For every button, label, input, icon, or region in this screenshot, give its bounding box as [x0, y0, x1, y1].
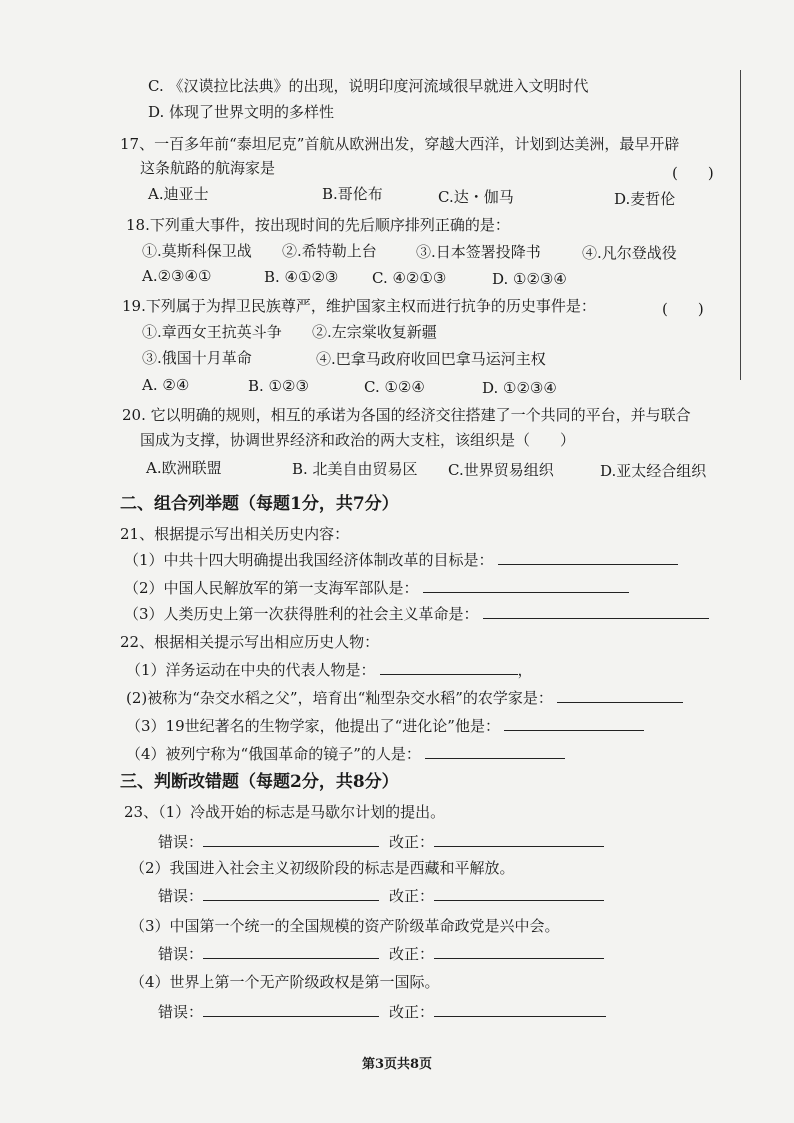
q22-stem: 22、根据相关提示写出相应历史人物： — [120, 633, 380, 651]
answer-blank[interactable] — [483, 604, 709, 619]
q17-answer-paren: ( ) — [672, 164, 714, 182]
q21-item-1: （1）中共十四大明确提出我国经济体制改革的目标是： — [124, 550, 678, 570]
q20-option-b: B. 北美自由贸易区 — [292, 460, 418, 478]
q18-event-2: ②.希特勒上台 — [282, 242, 377, 260]
q18-option-a: A.②③④① — [142, 267, 212, 285]
q19-stem: 19.下列属于为捍卫民族尊严，维护国家主权而进行抗争的历史事件是： — [122, 297, 596, 315]
q22-item-2: (2)被称为“杂交水稻之父”，培育出“籼型杂交水稻”的农学家是： — [126, 688, 683, 708]
q19-option-d: D. ①②③④ — [482, 379, 557, 397]
fix-blank[interactable] — [434, 1002, 606, 1017]
q19-option-b: B. ①②③ — [248, 377, 309, 395]
q22-item-4: （4）被列宁称为“俄国革命的镜子”的人是： — [126, 744, 565, 764]
q22-item-1: （1）洋务运动在中央的代表人物是： ， — [126, 661, 533, 679]
answer-blank[interactable] — [425, 744, 565, 759]
q18-option-c: C. ④②①③ — [372, 269, 447, 287]
q23-item-1: 23、（1）冷战开始的标志是马歇尔计划的提出。 — [124, 803, 446, 821]
q17-stem: 17、一百多年前“泰坦尼克”首航从欧洲出发，穿越大西洋，计划到达美洲，最早开辟 — [120, 135, 680, 153]
q17-option-d: D.麦哲伦 — [614, 190, 676, 208]
page-number: 第3页共8页 — [361, 1057, 433, 1072]
page-edge-line — [740, 70, 741, 380]
answer-blank[interactable] — [504, 716, 644, 731]
wrong-blank[interactable] — [203, 886, 379, 901]
section-2-heading: 二、组合列举题（每题1分，共7分） — [120, 494, 399, 514]
q19-answer-paren: ( ) — [662, 300, 704, 318]
fix-blank[interactable] — [434, 886, 604, 901]
q20-stem-cont: 国成为支撑，协调世界经济和政治的两大支柱，该组织是（ ） — [140, 431, 576, 449]
q20-option-d: D.亚太经合组织 — [600, 462, 707, 480]
wrong-blank[interactable] — [203, 1002, 379, 1017]
q19-option-a: A. ②④ — [142, 376, 190, 394]
q23-item-4: （4）世界上第一个无产阶级政权是第一国际。 — [130, 973, 440, 991]
q23-item-4-answer: 错误： 改正： — [158, 1002, 606, 1022]
q23-item-3-answer: 错误： 改正： — [158, 944, 604, 964]
fix-blank[interactable] — [434, 832, 604, 847]
q17-option-b: B.哥伦布 — [322, 185, 383, 203]
fix-blank[interactable] — [434, 944, 604, 959]
answer-blank[interactable] — [557, 688, 683, 703]
q20-option-a: A.欧洲联盟 — [146, 459, 222, 477]
q17-stem-cont: 这条航路的航海家是 — [140, 159, 276, 177]
q18-option-d: D. ①②③④ — [492, 270, 567, 288]
answer-blank[interactable] — [498, 550, 678, 565]
q19-event-4: ④.巴拿马政府收回巴拿马运河主权 — [316, 350, 546, 368]
q19-event-3: ③.俄国十月革命 — [142, 349, 252, 367]
q21-item-3: （3）人类历史上第一次获得胜利的社会主义革命是： — [124, 604, 709, 624]
q23-item-3: （3）中国第一个统一的全国规模的资产阶级革命政党是兴中会。 — [130, 917, 560, 935]
q21-stem: 21、根据提示写出相关历史内容： — [120, 525, 350, 543]
wrong-blank[interactable] — [203, 944, 379, 959]
wrong-blank[interactable] — [203, 832, 379, 847]
q21-item-2: （2）中国人民解放军的第一支海军部队是： — [124, 578, 629, 598]
q19-event-1: ①.章西女王抗英斗争 — [142, 323, 282, 341]
q17-option-c: C.达・伽马 — [438, 188, 514, 206]
q18-event-1: ①.莫斯科保卫战 — [142, 242, 252, 260]
q23-item-1-answer: 错误： 改正： — [158, 832, 604, 852]
section-3-heading: 三、判断改错题（每题2分，共8分） — [120, 772, 399, 792]
q17-option-a: A.迪亚士 — [148, 185, 209, 203]
answer-blank[interactable] — [423, 578, 629, 593]
q20-stem: 20. 它以明确的规则，相互的承诺为各国的经济交往搭建了一个共同的平台，并与联合 — [122, 406, 691, 424]
answer-blank[interactable] — [380, 660, 518, 675]
q19-option-c: C. ①②④ — [364, 378, 425, 396]
q18-event-4: ④.凡尔登战役 — [582, 244, 677, 262]
q18-stem: 18.下列重大事件，按出现时间的先后顺序排列正确的是： — [126, 216, 510, 234]
q16-option-d: D. 体现了世界文明的多样性 — [148, 103, 335, 121]
q23-item-2-answer: 错误： 改正： — [158, 886, 604, 906]
q16-option-c: C. 《汉谟拉比法典》的出现，说明印度河流域很早就进入文明时代 — [148, 77, 589, 95]
q20-option-c: C.世界贸易组织 — [448, 461, 554, 479]
q19-event-2: ②.左宗棠收复新疆 — [312, 323, 437, 341]
q22-item-3: （3）19世纪著名的生物学家，他提出了“进化论”他是： — [126, 716, 644, 736]
q18-option-b: B. ④①②③ — [264, 268, 339, 286]
q23-item-2: （2）我国进入社会主义初级阶段的标志是西藏和平解放。 — [130, 859, 515, 877]
q18-event-3: ③.日本签署投降书 — [416, 243, 541, 261]
